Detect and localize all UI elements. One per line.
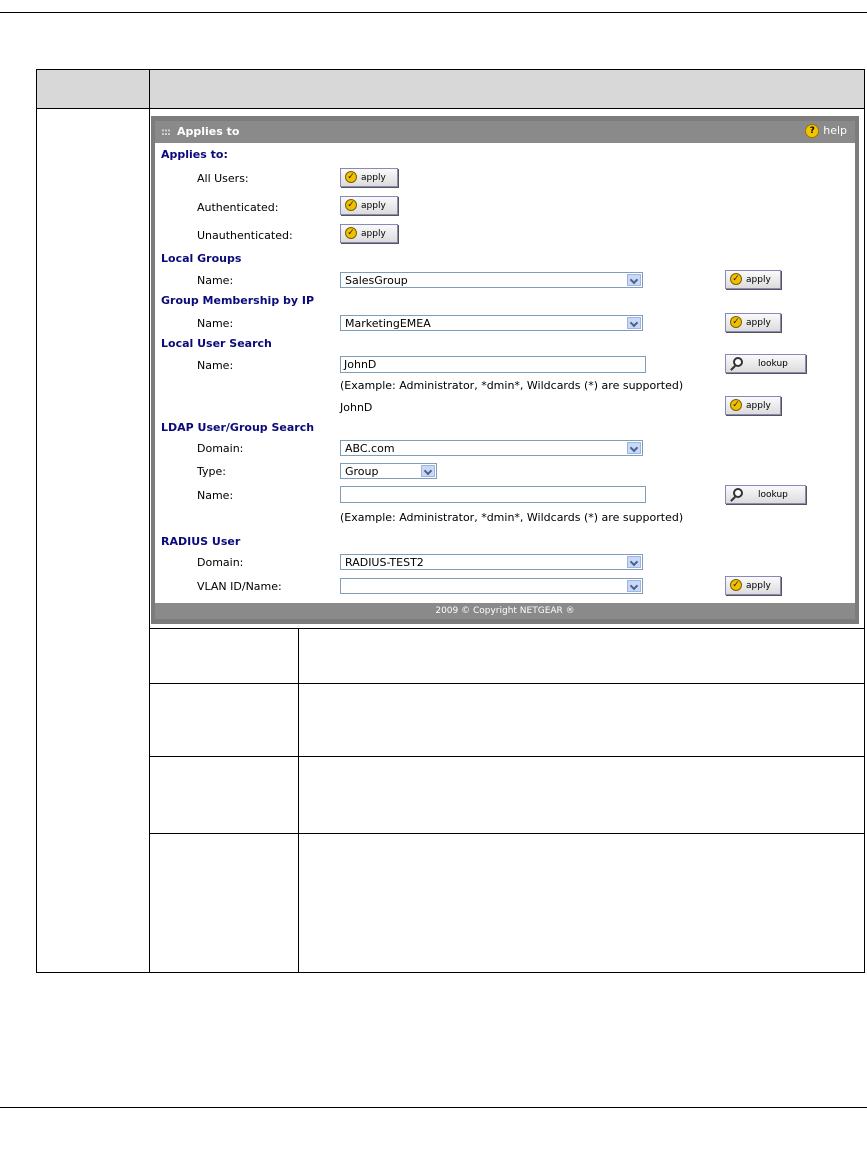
radius-domain-select[interactable]: RADIUS-TEST2	[340, 554, 643, 570]
group-by-ip-name-label: Name:	[197, 317, 234, 330]
check-icon: ✓	[730, 273, 742, 285]
local-user-result: JohnD	[340, 401, 373, 414]
check-icon: ✓	[345, 227, 357, 239]
ldap-domain-select[interactable]: ABC.com	[340, 440, 643, 456]
vlan-select[interactable]	[340, 578, 643, 594]
grip-icon: :::	[161, 127, 170, 138]
check-icon: ✓	[730, 316, 742, 328]
row-divider	[149, 683, 864, 684]
apply-group-by-ip-button[interactable]: ✓ apply	[725, 313, 781, 332]
apply-all-users-button[interactable]: ✓ apply	[340, 168, 398, 187]
section-local-user-search: Local User Search	[161, 337, 272, 350]
apply-local-user-button[interactable]: ✓ apply	[725, 396, 781, 415]
ldap-example-text: (Example: Administrator, *dmin*, Wildcards (*) are supported)	[340, 511, 684, 524]
chevron-down-icon	[627, 274, 641, 286]
chevron-down-icon	[421, 465, 435, 477]
section-ldap-search: LDAP User/Group Search	[161, 421, 315, 434]
all-users-label: All Users:	[197, 172, 249, 185]
apply-radius-button[interactable]: ✓ apply	[725, 576, 781, 595]
chevron-down-icon	[627, 317, 641, 329]
row-divider	[149, 833, 864, 834]
apply-authenticated-button[interactable]: ✓ apply	[340, 196, 398, 215]
lookup-ldap-button[interactable]: lookup	[725, 485, 806, 504]
row-divider	[149, 756, 864, 757]
check-icon: ✓	[730, 399, 742, 411]
check-icon: ✓	[345, 199, 357, 211]
local-group-select[interactable]: SalesGroup	[340, 272, 643, 288]
ldap-type-select[interactable]: Group	[340, 463, 437, 479]
column-divider	[149, 70, 150, 972]
ldap-type-label: Type:	[197, 465, 226, 478]
row-divider	[149, 628, 864, 629]
local-user-name-input[interactable]: JohnD	[340, 356, 646, 373]
ldap-domain-label: Domain:	[197, 442, 244, 455]
group-by-ip-select[interactable]: MarketingEMEA	[340, 315, 643, 331]
section-local-groups: Local Groups	[161, 252, 242, 265]
apply-local-group-button[interactable]: ✓ apply	[725, 270, 781, 289]
bottom-rule	[0, 1107, 867, 1108]
vlan-label: VLAN ID/Name:	[197, 580, 282, 593]
search-icon	[733, 488, 743, 498]
apply-unauthenticated-button[interactable]: ✓ apply	[340, 224, 398, 243]
radius-domain-label: Domain:	[197, 556, 244, 569]
local-group-name-label: Name:	[197, 274, 234, 287]
section-group-by-ip: Group Membership by IP	[161, 294, 315, 307]
chevron-down-icon	[627, 556, 641, 568]
local-user-example-text: (Example: Administrator, *dmin*, Wildcards (*) are supported)	[340, 379, 684, 392]
top-rule	[0, 12, 867, 13]
check-icon: ✓	[345, 171, 357, 183]
table-header-row	[37, 70, 864, 109]
panel-title: Applies to	[177, 125, 240, 138]
sub-column-divider	[298, 628, 299, 972]
check-icon: ✓	[730, 579, 742, 591]
unauthenticated-label: Unauthenticated:	[197, 229, 293, 242]
panel-footer: 2009 © Copyright NETGEAR ®	[155, 603, 855, 619]
chevron-down-icon	[627, 580, 641, 592]
panel-titlebar	[155, 121, 855, 143]
applies-to-screenshot	[151, 116, 859, 624]
search-icon	[733, 357, 743, 367]
ldap-name-input[interactable]	[340, 486, 646, 503]
lookup-local-user-button[interactable]: lookup	[725, 354, 806, 373]
section-applies-to: Applies to:	[161, 148, 228, 161]
help-link[interactable]: ? help	[805, 124, 847, 138]
ldap-name-label: Name:	[197, 489, 234, 502]
section-radius-user: RADIUS User	[161, 535, 241, 548]
help-icon: ?	[805, 124, 819, 138]
authenticated-label: Authenticated:	[197, 201, 279, 214]
local-user-name-label: Name:	[197, 359, 234, 372]
chevron-down-icon	[627, 442, 641, 454]
